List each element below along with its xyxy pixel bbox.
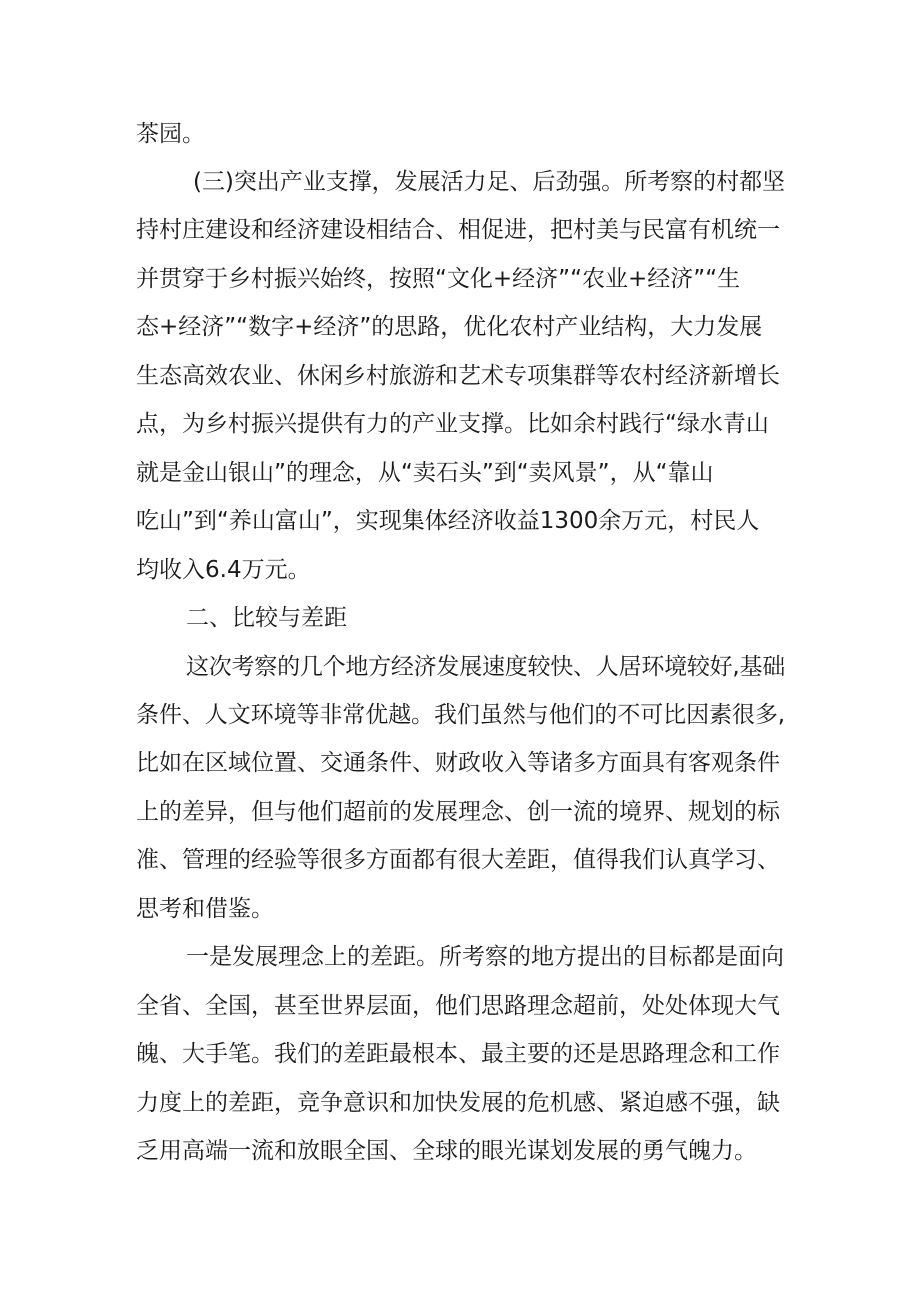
text-line: 茶园。 [136, 121, 205, 147]
text-line: 条件、人文环境等非常优越。我们虽然与他们的不可比因素很多, [136, 702, 785, 728]
text-line: 就是金山银山”的理念，从“卖石头”到“卖风景”，从“靠山 [136, 460, 714, 486]
text-line: 并贯穿于乡村振兴始终，按照“文化+经济”“农业+经济”“生 [136, 266, 741, 292]
text-line: 准、管理的经验等很多方面都有很大差距，值得我们认真学习、 [136, 847, 780, 873]
text-line: 这次考察的几个地方经济发展速度较快、人居环境较好,基础 [186, 654, 785, 680]
text-line: 比如在区域位置、交通条件、财政收入等诸多方面具有客观条件 [136, 750, 780, 776]
text-line: 点，为乡村振兴提供有力的产业支撑。比如余村践行“绿水青山 [136, 411, 769, 437]
text-line: 力度上的差距，竞争意识和加快发展的危机感、紧迫感不强，缺 [136, 1090, 780, 1116]
section-heading: 二、比较与差距 [186, 605, 347, 631]
text-line: 全省、全国，甚至世界层面，他们思路理念超前，处处体现大气 [136, 993, 780, 1019]
text-line: (三)突出产业支撑，发展活力足、后劲强。所考察的村都坚 [193, 169, 785, 195]
text-line: 态+经济”“数字+经济”的思路，优化农村产业结构，大力发展 [136, 314, 763, 340]
text-line: 生态高效农业、休闲乡村旅游和艺术专项集群等农村经济新增长 [136, 363, 780, 389]
text-line: 持村庄建设和经济建设相结合、相促进，把村美与民富有机统一 [136, 217, 780, 243]
text-line: 上的差异，但与他们超前的发展理念、创一流的境界、规划的标 [136, 799, 780, 825]
text-line: 乏用高端一流和放眼全国、全球的眼光谋划发展的勇气魄力。 [136, 1138, 757, 1164]
text-line: 均收入6.4万元。 [136, 557, 311, 583]
text-line: 一是发展理念上的差距。所考察的地方提出的目标都是面向 [186, 944, 784, 970]
text-line: 魄、大手笔。我们的差距最根本、最主要的还是思路理念和工作 [136, 1041, 780, 1067]
text-line: 思考和借鉴。 [136, 896, 274, 922]
text-line: 吃山”到“养山富山”，实现集体经济收益1300余万元，村民人 [136, 508, 760, 534]
